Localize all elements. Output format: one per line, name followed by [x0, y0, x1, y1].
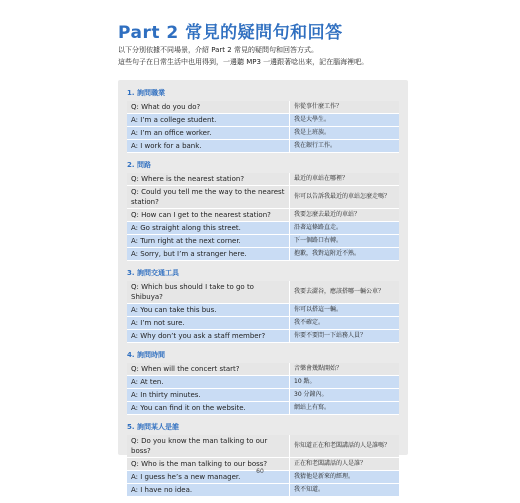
english-sentence: A: Why don’t you ask a staff member?: [131, 332, 266, 340]
intro-line: 這些句子在日常生活中也用得到，一邊聽 MP3 一邊跟著唸出來，記在腦海裡吧。: [118, 58, 369, 66]
phrase-section: [127, 87, 399, 153]
chinese-translation: 我是上班族。: [289, 127, 399, 139]
phrase-section: [127, 421, 399, 497]
english-sentence: A: You can take this bus.: [131, 306, 217, 314]
intro-line: 以下分別依據不同場景，介紹 Part 2 常見的疑問句和回答方式。: [118, 46, 318, 54]
chinese-translation: 我要去澀谷，應該搭哪一輛公車？: [289, 281, 399, 303]
question-row: [127, 186, 399, 209]
english-sentence: A: Sorry, but I’m a stranger here.: [131, 250, 247, 258]
english-sentence: Q: Could you tell me the way to the nearest station?: [127, 186, 289, 208]
chinese-translation: 下一個路口右轉。: [289, 235, 399, 247]
english-sentence: Q: Do you know the man talking to our boss?: [127, 435, 289, 457]
english-sentence: A: At ten.: [131, 378, 164, 386]
phrase-section: [127, 159, 399, 261]
english-sentence: Q: Who is the man talking to our boss?: [127, 458, 289, 470]
english-sentence: Q: When will the concert start?: [127, 363, 289, 375]
english-sentence: A: I’m a college student.: [131, 116, 217, 124]
page-number: 60: [256, 468, 264, 475]
chinese-translation: 我在銀行工作。: [289, 140, 399, 152]
section-title: 3. 詢問交通工具: [127, 269, 179, 277]
answer-row: [127, 304, 399, 317]
chinese-translation: 我是大學生。: [289, 114, 399, 126]
english-sentence: Q: Where is the nearest station?: [127, 173, 289, 185]
page-title: Part 2 常見的疑問句和回答: [118, 23, 343, 43]
chinese-translation: 最近的車站在哪裡？: [289, 173, 399, 185]
answer-row: [127, 140, 399, 153]
section-title: 2. 問路: [127, 161, 151, 169]
question-row: [127, 101, 399, 114]
chinese-translation: 正在和老闆講話的人是誰？: [289, 458, 399, 470]
english-sentence: A: I have no idea.: [131, 486, 193, 494]
chinese-translation: 網站上有寫。: [289, 402, 399, 414]
chinese-translation: 10 點。: [289, 376, 399, 388]
chinese-translation: 沿著這條路直走。: [289, 222, 399, 234]
answer-row: [127, 330, 399, 343]
phrase-sections: [127, 87, 399, 503]
answer-row: [127, 127, 399, 140]
english-sentence: A: You can find it on the website.: [131, 404, 246, 412]
question-row: [127, 281, 399, 304]
question-row: [127, 363, 399, 376]
english-sentence: A: I guess he’s a new manager.: [131, 473, 241, 481]
chinese-translation: 我猜他是新來的經理。: [289, 471, 399, 483]
chinese-translation: 我不確定。: [289, 317, 399, 329]
answer-row: [127, 317, 399, 330]
english-sentence: A: I’m an office worker.: [131, 129, 212, 137]
chinese-translation: 我不知道。: [289, 484, 399, 496]
english-sentence: A: Go straight along this street.: [131, 224, 241, 232]
english-sentence: Q: How can I get to the nearest station?: [127, 209, 289, 221]
answer-row: [127, 389, 399, 402]
answer-row: [127, 114, 399, 127]
intro-paragraph: [118, 44, 368, 68]
answer-row: [127, 248, 399, 261]
section-title: 1. 詢問職業: [127, 89, 165, 97]
english-sentence: Q: Which bus should I take to go to Shibuya?: [127, 281, 289, 303]
chinese-translation: 抱歉，我對這附近不熟。: [289, 248, 399, 260]
chinese-translation: 你從事什麼工作？: [289, 101, 399, 113]
chinese-translation: 音樂會幾點開始？: [289, 363, 399, 375]
phrase-section: [127, 267, 399, 343]
chinese-translation: 你可以告訴我最近的車站怎麼走嗎？: [289, 186, 399, 208]
chinese-translation: 你要不要問一下站務人員？: [289, 330, 399, 342]
answer-row: [127, 484, 399, 497]
chinese-translation: 你知道正在和老闆講話的人是誰嗎？: [289, 435, 399, 457]
chinese-translation: 30 分鐘內。: [289, 389, 399, 401]
phrase-section: [127, 349, 399, 415]
english-sentence: Q: What do you do?: [127, 101, 289, 113]
chinese-translation: 我要怎麼去最近的車站？: [289, 209, 399, 221]
answer-row: [127, 376, 399, 389]
answer-row: [127, 402, 399, 415]
chinese-translation: 你可以搭這一輛。: [289, 304, 399, 316]
question-row: [127, 209, 399, 222]
english-sentence: A: In thirty minutes.: [131, 391, 201, 399]
section-title: 5. 詢問某人是誰: [127, 423, 179, 431]
answer-row: [127, 235, 399, 248]
english-sentence: A: Turn right at the next corner.: [131, 237, 241, 245]
question-row: [127, 173, 399, 186]
answer-row: [127, 222, 399, 235]
question-row: [127, 435, 399, 458]
section-title: 4. 詢問時間: [127, 351, 165, 359]
english-sentence: A: I work for a bank.: [131, 142, 202, 150]
english-sentence: A: I’m not sure.: [131, 319, 185, 327]
